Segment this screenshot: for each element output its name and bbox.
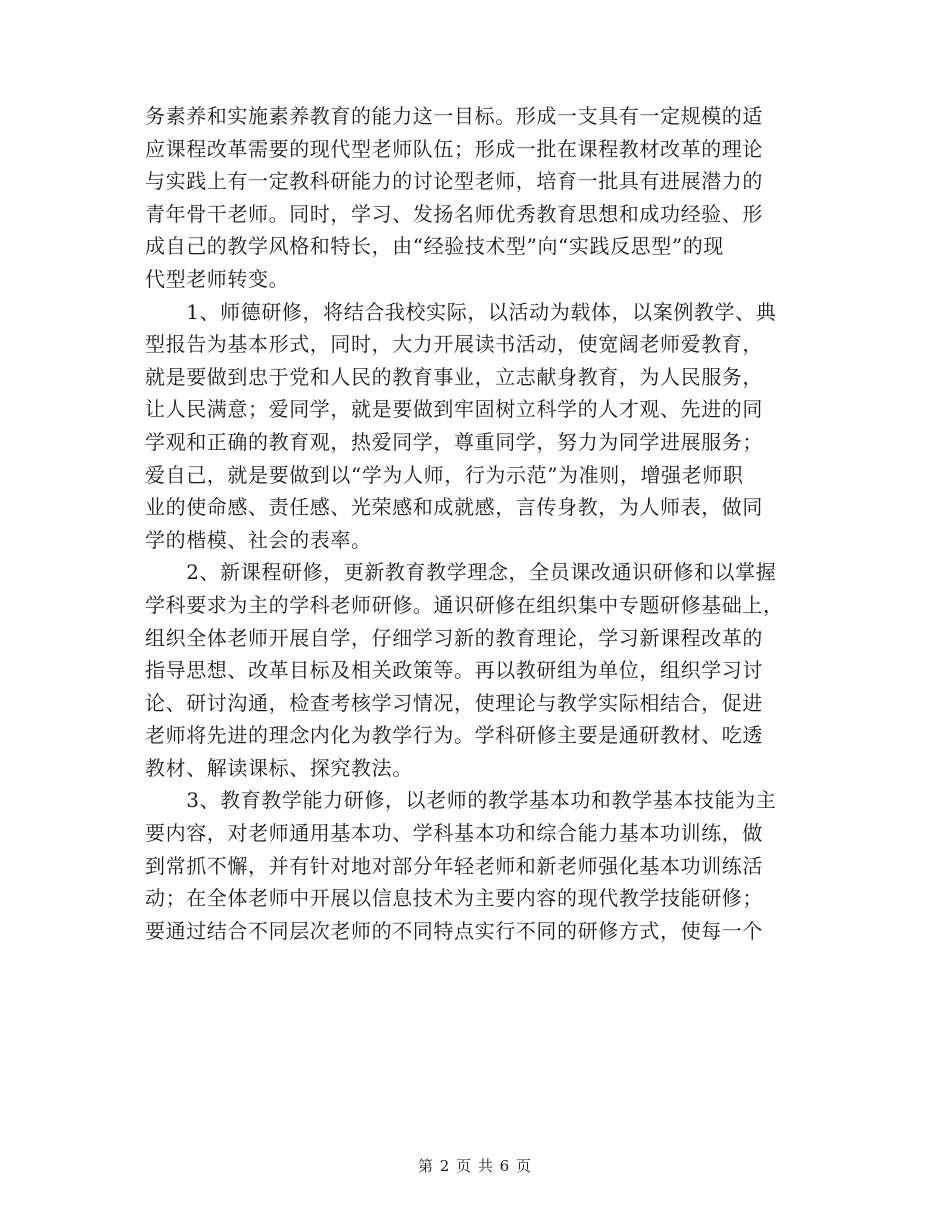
text-line: 学科要求为主的学科老师研修。通识研修在组织集中专题研修基础上，	[145, 592, 784, 617]
text-line: 到常抓不懈，并有针对地对部分年轻老师和新老师强化基本功训练活	[145, 853, 763, 878]
text-line: 型报告为基本形式，同时，大力开展读书活动，使宽阔老师爱教育，	[145, 332, 763, 357]
text-line: 组织全体老师开展自学，仔细学习新的教育理论，学习新课程改革的	[145, 625, 763, 650]
text-line: 与实践上有一定教科研能力的讨论型老师，培育一批具有进展潜力的	[145, 169, 763, 194]
text-line: 3、教育教学能力研修，以老师的教学基本功和教学基本技能为主	[145, 788, 777, 813]
text-line: 1、师德研修，将结合我校实际，以活动为载体，以案例教学、典	[145, 299, 777, 324]
text-line: 指导思想、改革目标及相关政策等。再以教研组为单位，组织学习讨	[145, 658, 763, 683]
text-line: 青年骨干老师。同时，学习、发扬名师优秀教育思想和成功经验、形	[145, 201, 763, 226]
document-body	[145, 100, 810, 947]
text-line: 教材、解读课标、探究教法。	[145, 755, 413, 780]
text-line: 业的使命感、责任感、光荣感和成就感，言传身教，为人师表，做同	[145, 495, 763, 520]
text-line: 老师将先进的理念内化为教学行为。学科研修主要是通研教材、吃透	[145, 723, 763, 748]
page-footer: 第 2 页 共 6 页	[418, 1157, 532, 1175]
text-line: 就是要做到忠于党和人民的教育事业，立志献身教育，为人民服务，	[145, 364, 763, 389]
text-line: 应课程改革需要的现代型老师队伍；形成一批在课程教材改革的理论	[145, 136, 763, 161]
text-line: 动；在全体老师中开展以信息技术为主要内容的现代教学技能研修；	[145, 886, 763, 911]
text-line: 成自己的教学风格和特长，由“经验技术型”向“实践反思型”的现	[145, 234, 724, 259]
text-line: 要通过结合不同层次老师的不同特点实行不同的研修方式，使每一个	[145, 918, 763, 943]
text-line: 爱自己，就是要做到以“学为人师，行为示范”为准则，增强老师职	[145, 462, 744, 487]
text-line: 学的楷模、社会的表率。	[145, 527, 372, 552]
text-line: 让人民满意；爱同学，就是要做到牢固树立科学的人才观、先进的同	[145, 397, 763, 422]
text-line: 要内容，对老师通用基本功、学科基本功和综合能力基本功训练，做	[145, 821, 763, 846]
text-line: 2、新课程研修，更新教育教学理念，全员课改通识研修和以掌握	[145, 560, 777, 585]
text-line: 代型老师转变。	[145, 266, 290, 291]
text-line: 学观和正确的教育观，热爱同学，尊重同学，努力为同学进展服务；	[145, 429, 763, 454]
text-line: 务素养和实施素养教育的能力这一目标。形成一支具有一定规模的适	[145, 104, 763, 128]
text-line: 论、研讨沟通，检查考核学习情况，使理论与教学实际相结合，促进	[145, 690, 763, 715]
